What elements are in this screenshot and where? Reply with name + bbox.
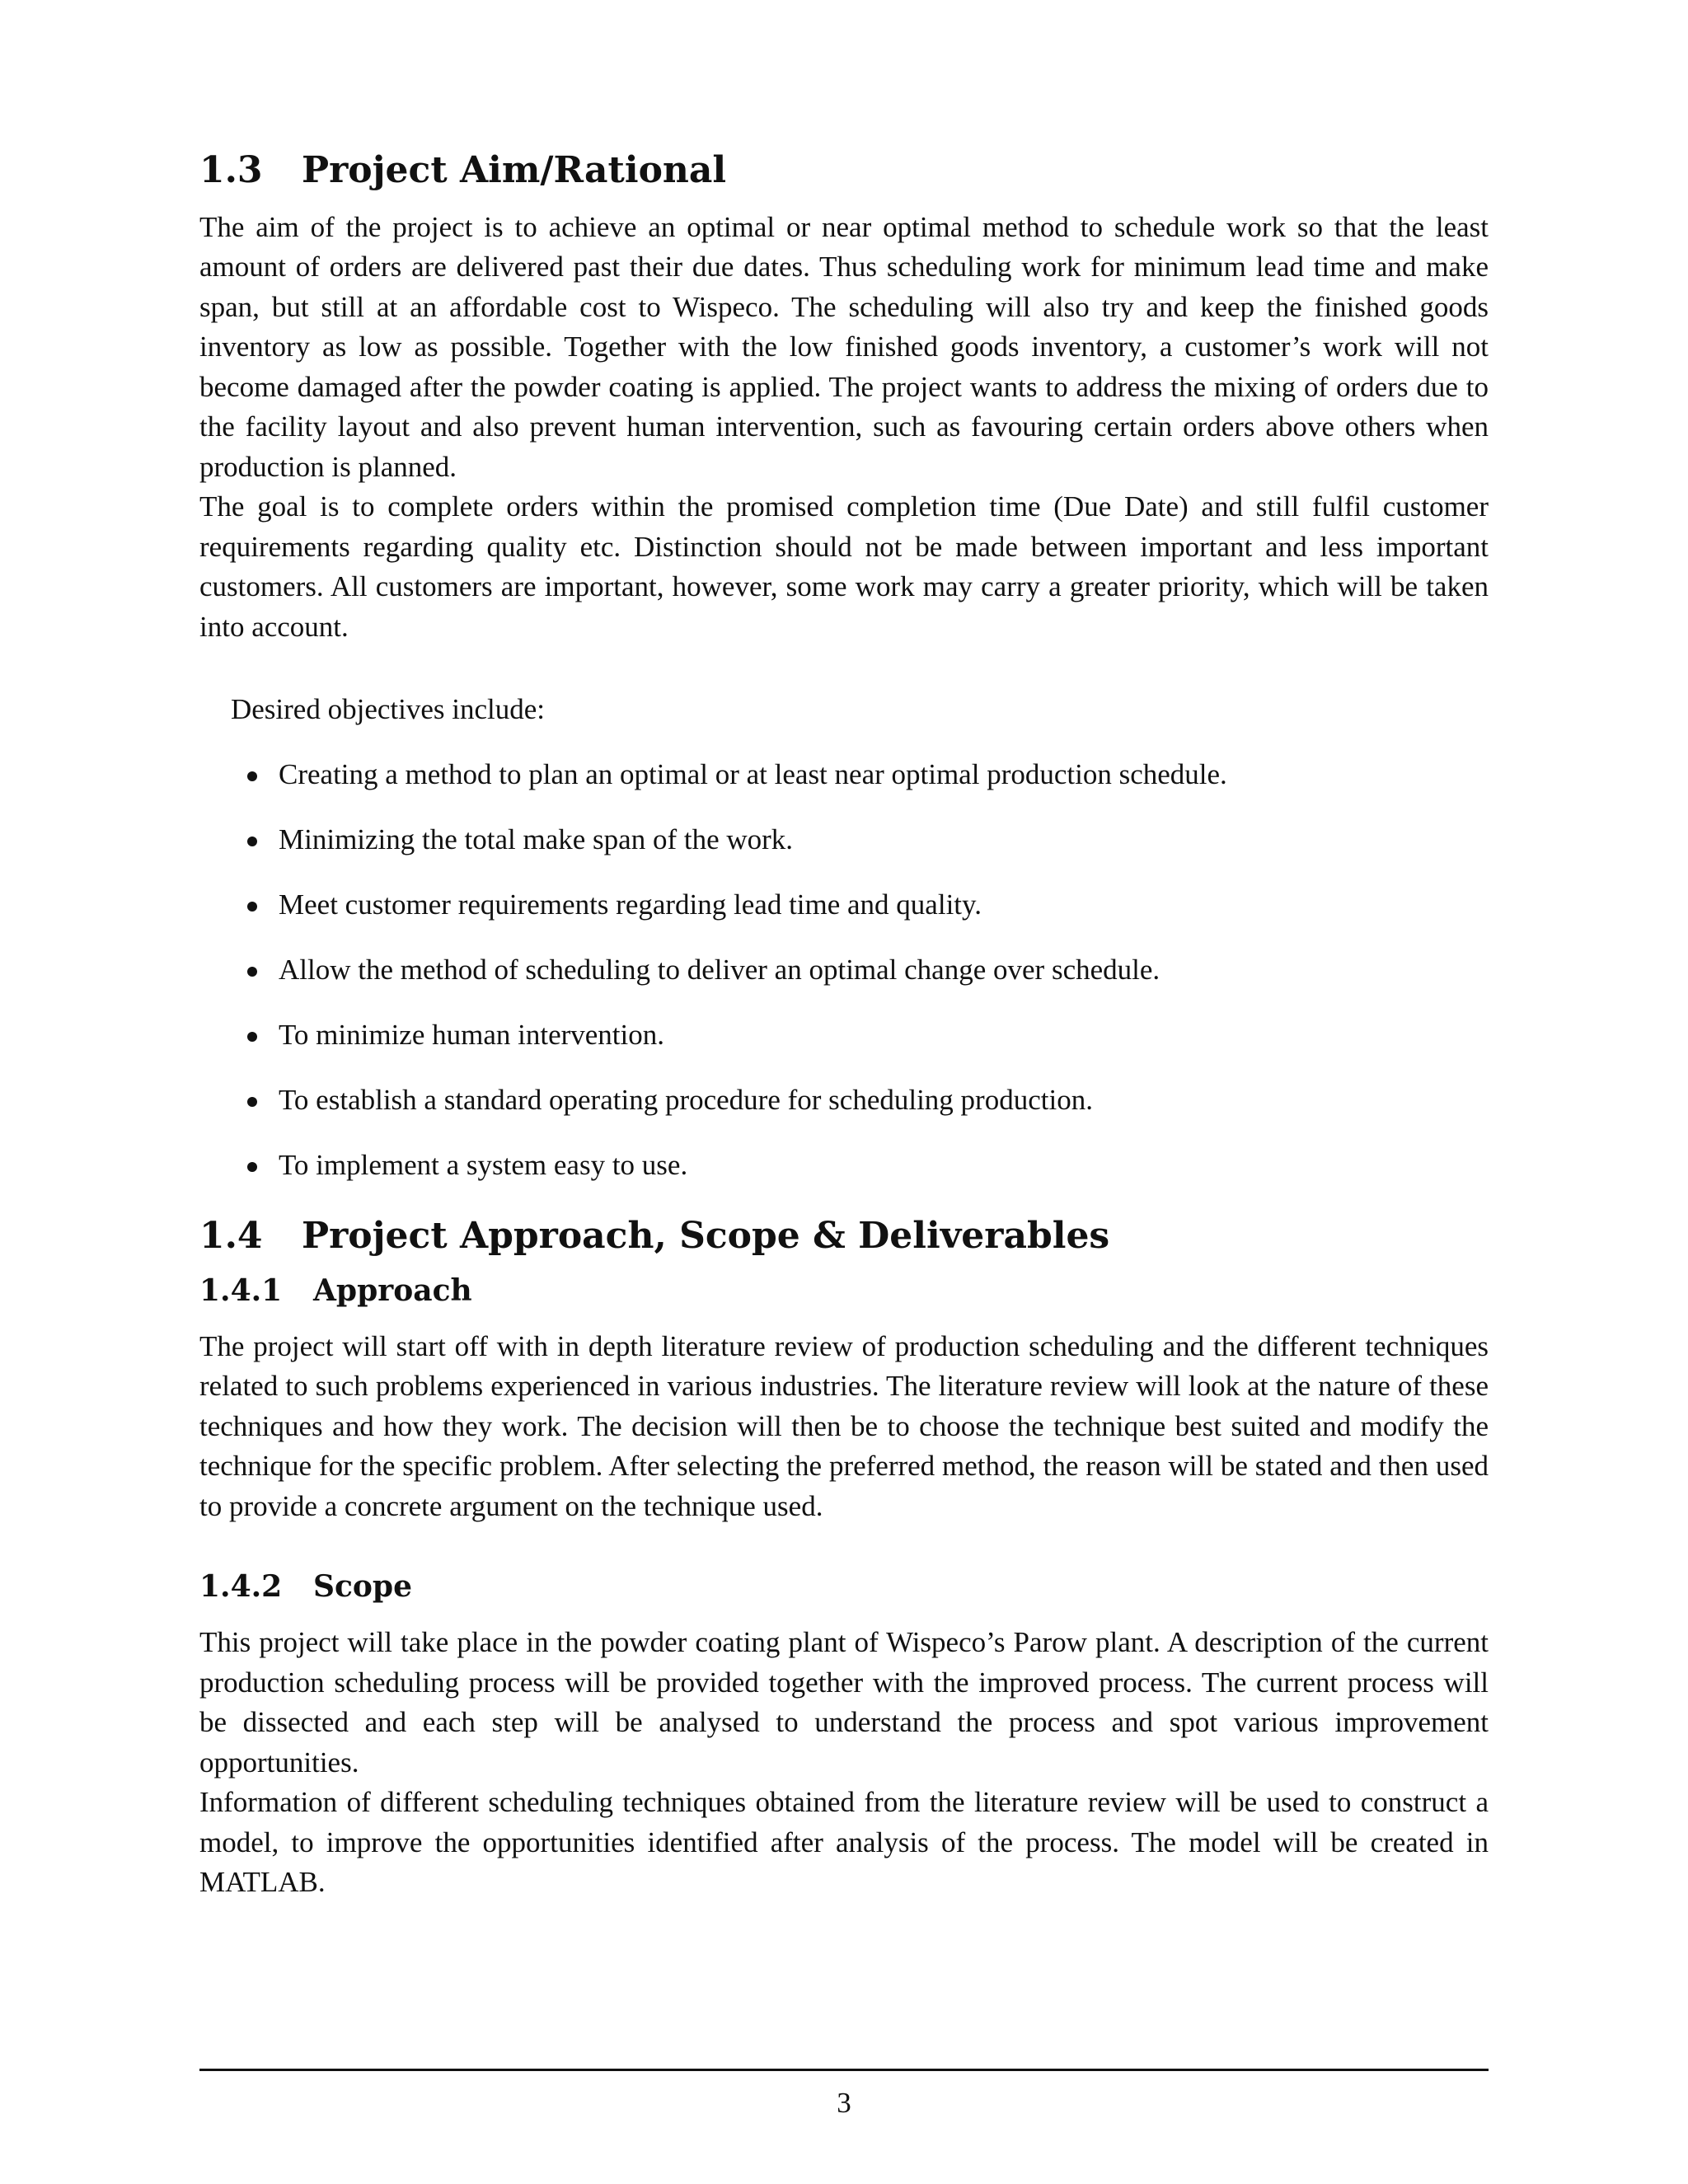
bullet-icon [247, 1032, 257, 1042]
list-item [199, 1015, 1489, 1080]
bullet-icon [247, 902, 257, 912]
scope-paragraph: This project will take place in the powder coating plant of Wispeco’s Parow plant. A description of the current production scheduling process will be provided together with the improved process. The current process will be dissected and each step will be analysed to understand the process and spot various improvement opportunities. [199, 1626, 1489, 1779]
bullet-icon [247, 1097, 257, 1107]
list-item-text: Minimizing the total make span of the work. [279, 823, 794, 855]
section-number: 1.3 [199, 149, 263, 191]
section-title: Project Approach, Scope & Deliverables [302, 1214, 1110, 1257]
list-item-text: Meet customer requirements regarding lead time and quality. [279, 888, 982, 921]
section-title: Project Aim/Rational [302, 149, 727, 191]
document-page [199, 144, 1489, 1903]
subsection-title: Approach [313, 1272, 472, 1308]
subsection-heading-scope [199, 1569, 1489, 1605]
list-item-text: Creating a method to plan an optimal or at least near optimal production schedule. [279, 757, 1227, 790]
aim-paragraph: The aim of the project is to achieve an optimal or near optimal method to schedule work so that the least amount of orders are delivered past their due dates. Thus scheduling work for minimum lead time and make span, but still at an affordable cost to Wispeco. The scheduling will also try and keep the finished goods inventory as low as possible. Together with the low finished goods inventory, a customer’s work will not become damaged after the powder coating is applied. The project wants to address the mixing of orders due to the facility layout and also prevent human intervention, such as favouring certain orders above others when production is planned. [199, 210, 1489, 483]
bullet-icon [247, 1162, 257, 1172]
list-item [199, 885, 1489, 950]
scope-model-paragraph: Information of different scheduling techniques obtained from the literature review will be used to construct a model, to improve the opportunities identified after analysis of the process. The model will be created in MATLAB. [199, 1786, 1489, 1899]
section-heading-approach-scope [199, 1215, 1489, 1258]
list-item-text: Allow the method of scheduling to deliver an optimal change over schedule. [279, 953, 1160, 986]
subsection-number: 1.4.2 [199, 1569, 283, 1605]
approach-paragraph: The project will start off with in depth literature review of production scheduling and the different techniques related to such problems experienced in various industries. The literature review will look at the nature of these techniques and how they work. The decision will then be to choose the technique best suited and modify the technique for the specific problem. After selecting the preferred method, the reason will be stated and then used to provide a concrete argument on the technique used. [199, 1329, 1489, 1522]
subsection-number: 1.4.1 [199, 1272, 283, 1308]
bullet-icon [247, 837, 257, 846]
subsection-heading-approach [199, 1273, 1489, 1309]
objectives-intro: Desired objectives include: [231, 693, 545, 726]
list-item [199, 1080, 1489, 1146]
list-item [199, 820, 1489, 885]
list-item [199, 755, 1489, 820]
list-item [199, 950, 1489, 1015]
goal-paragraph: The goal is to complete orders within the promised completion time (Due Date) and still fulfil customer requirements regarding quality etc. Distinction should not be made between important and less important customers. All customers are important, however, some work may carry a greater priority, which will be taken into account. [199, 490, 1489, 643]
bullet-icon [247, 967, 257, 977]
list-item-text: To minimize human intervention. [279, 1018, 665, 1051]
list-item [199, 1146, 1489, 1211]
bullet-icon [247, 771, 257, 781]
subsection-title: Scope [313, 1569, 413, 1605]
footer-rule [199, 2069, 1489, 2071]
objectives-list [199, 755, 1489, 1211]
section-number: 1.4 [199, 1214, 263, 1257]
list-item-text: To implement a system easy to use. [279, 1148, 688, 1181]
page-number: 3 [837, 2087, 851, 2119]
list-item-text: To establish a standard operating procedure for scheduling production. [279, 1083, 1093, 1116]
section-heading-aim [199, 149, 1489, 193]
